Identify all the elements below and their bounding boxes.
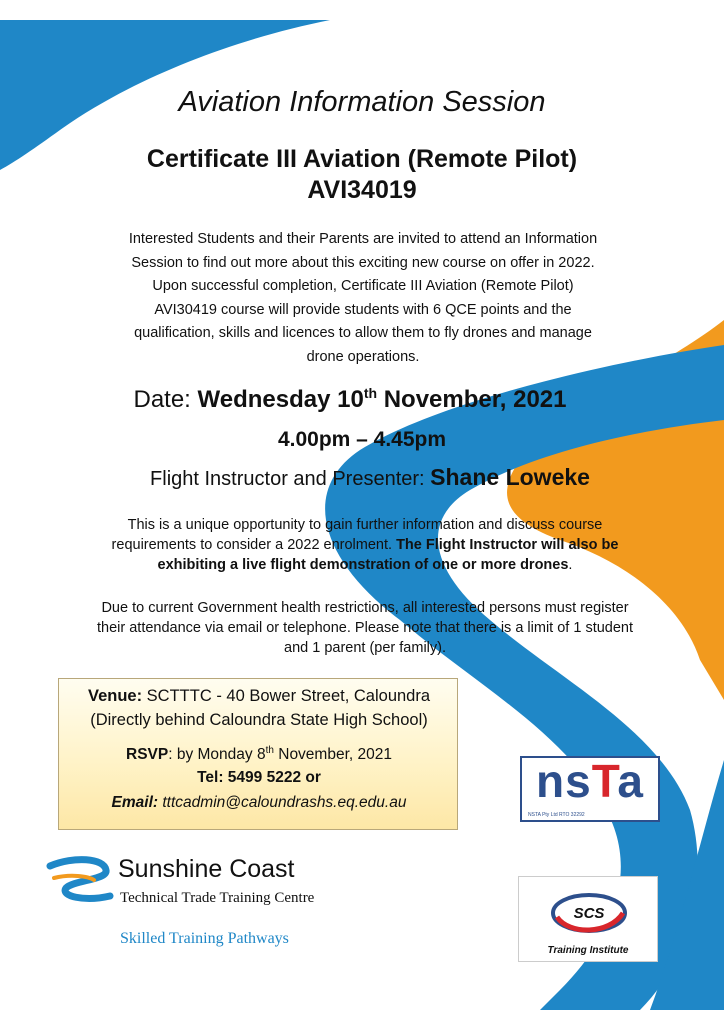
restrictions-paragraph: Due to current Government health restrictions, all interested persons must register their attendance via email or telephone. Please note that there is a limit of 1 student and 1 parent (per family). — [96, 600, 634, 656]
intro-line: Interested Students and their Parents are invited to attend an Information — [128, 231, 598, 247]
venue-label: Venue: — [87, 687, 143, 705]
venue-note: (Directly behind Caloundra State High School) — [90, 711, 428, 729]
tel-value[interactable]: 5499 5222 or — [223, 769, 321, 786]
scs-caption: Training Institute — [547, 945, 629, 956]
venue-box — [58, 678, 458, 830]
intro-line: Upon successful completion, Certificate III Aviation (Remote Pilot) — [152, 278, 574, 294]
intro-line: qualification, skills and licences to allow them to fly drones and manage — [134, 325, 592, 341]
date-suffix: th — [363, 385, 378, 401]
course-title: Certificate III Aviation (Remote Pilot) — [146, 145, 578, 173]
session-subtitle: Aviation Information Session — [178, 86, 546, 118]
nsta-registration: NSTA Pty Ltd RTO 32292 — [528, 812, 585, 818]
intro-line: Session to find out more about this exciting new course on offer in 2022. — [131, 254, 595, 271]
rsvp-value: : by Monday 8 — [168, 746, 266, 764]
rsvp-line — [59, 745, 459, 764]
presenter-label: Flight Instructor and Presenter: — [150, 468, 431, 490]
nsta-wordmark: nsTa — [536, 755, 644, 807]
course-title-block — [0, 144, 724, 206]
venue-line — [59, 687, 459, 706]
venue-value: SCTTTC - 40 Bower Street, Caloundra — [142, 687, 431, 705]
rsvp-suffix: th — [265, 745, 274, 756]
email-link[interactable]: tttcadmin@caloundrashs.eq.edu.au — [158, 794, 407, 811]
opportunity-end: . — [568, 557, 573, 573]
date-label: Date: — [133, 386, 198, 413]
tel-label: Tel: — [197, 769, 224, 786]
intro-paragraph — [100, 228, 626, 369]
opportunity-text: This is a unique opportunity to gain further information and discuss course requirements to consider a 2022 enrolment. — [111, 517, 603, 553]
rsvp-label: RSVP — [126, 746, 169, 764]
scs-text: SCS — [573, 905, 605, 922]
opportunity-highlight: The Flight Instructor will also be exhibiting a live flight demonstration of one or more drones — [157, 537, 619, 573]
scs-emblem-icon — [549, 883, 629, 943]
sc-tagline: Skilled Training Pathways — [120, 930, 289, 947]
date-rest: November, 2021 — [377, 386, 567, 413]
nsta-logo — [520, 756, 660, 822]
presenter — [100, 464, 640, 491]
event-time: 4.00pm – 4.45pm — [277, 428, 447, 451]
presenter-name: Shane Loweke — [430, 464, 590, 490]
event-date — [100, 385, 600, 414]
email-label: Email: — [111, 794, 159, 811]
date-day: Wednesday 10 — [197, 386, 364, 413]
rsvp-value-end: November, 2021 — [273, 746, 392, 764]
intro-line: drone operations. — [306, 348, 420, 365]
sc-name: Sunshine Coast — [118, 855, 295, 883]
scs-logo — [518, 876, 658, 962]
email-line — [59, 794, 459, 812]
intro-line: AVI30419 course will provide students with 6 QCE points and the — [154, 301, 572, 318]
tel-line — [59, 769, 459, 787]
course-code: AVI34019 — [307, 176, 417, 204]
opportunity-paragraph — [90, 515, 640, 575]
sc-subtitle: Technical Trade Training Centre — [120, 890, 315, 906]
